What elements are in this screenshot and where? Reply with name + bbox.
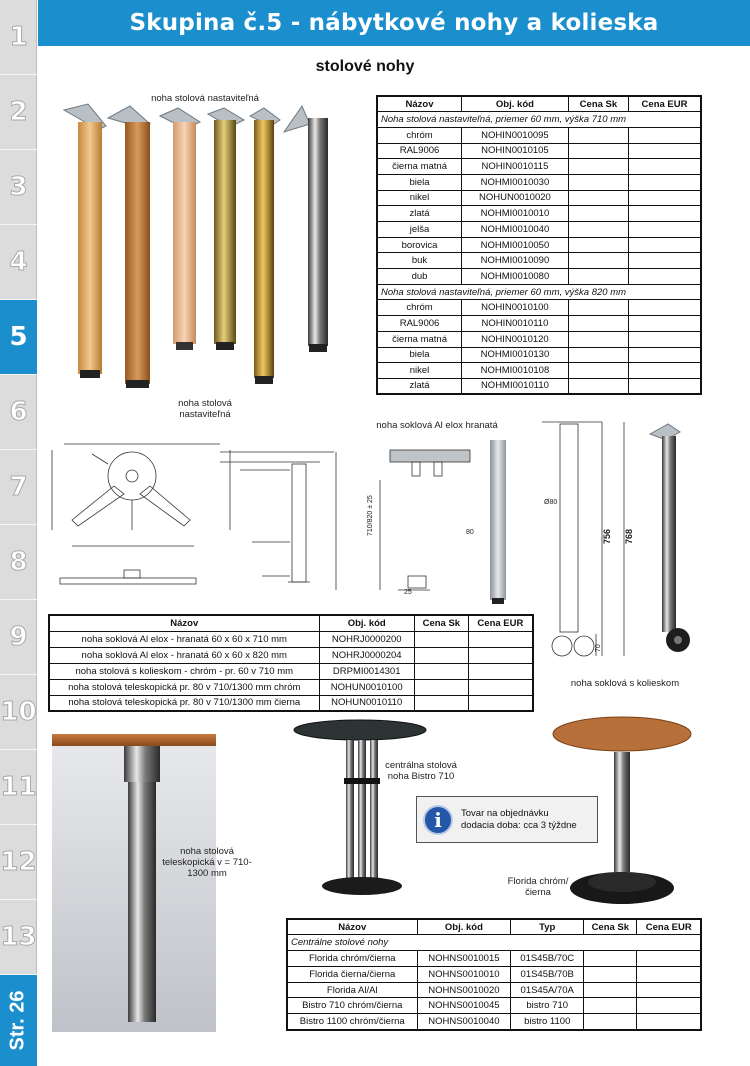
- florida-base-photo: [552, 716, 694, 912]
- chapter-tab-label: 6: [9, 397, 28, 427]
- chapter-tab-3[interactable]: [0, 150, 37, 225]
- section-title: Noha stolová nastaviteľná, priemer 60 mm, výška 710 mm: [377, 112, 701, 128]
- chapter-tab-label: 9: [9, 622, 28, 652]
- cell-price-sk: [568, 143, 628, 159]
- cell-price-eur: [629, 269, 701, 285]
- leg-5: [250, 108, 280, 384]
- cell-price-sk: [568, 253, 628, 269]
- chapter-tab-7[interactable]: [0, 450, 37, 525]
- cell-name: biela: [377, 347, 462, 363]
- cell-code: NOHUN0010110: [319, 695, 414, 711]
- chapter-tab-label: 5: [9, 322, 28, 352]
- cell-name: Bistro 710 chróm/čierna: [287, 998, 417, 1014]
- florida-table-top: [553, 717, 691, 751]
- col-header-name: Názov: [287, 919, 417, 935]
- cell-name: biela: [377, 174, 462, 190]
- dim-height: 710/820 ± 25: [367, 495, 374, 536]
- cell-price-sk: [568, 269, 628, 285]
- leg-4: [208, 108, 244, 350]
- cell-price-sk: [584, 951, 637, 967]
- table-row: [377, 237, 701, 253]
- table-row: [377, 206, 701, 222]
- col-header-price-sk: Cena Sk: [584, 919, 637, 935]
- col-header-code: Obj. kód: [462, 96, 569, 112]
- table-row: [287, 966, 701, 982]
- chapter-tab-label: 2: [9, 97, 28, 127]
- bistro-ring: [344, 778, 380, 784]
- table-row: [377, 300, 701, 316]
- cell-price-eur: [629, 347, 701, 363]
- cell-price-sk: [568, 190, 628, 206]
- chapter-tab-label: 4: [9, 247, 28, 277]
- chapter-tab-8[interactable]: [0, 525, 37, 600]
- cell-price-sk: [568, 222, 628, 238]
- dim-diameter: Ø80: [544, 499, 558, 506]
- cell-price-sk: [584, 998, 637, 1014]
- cell-price-eur: [637, 951, 701, 967]
- cell-type: bistro 1100: [511, 1014, 584, 1030]
- table-row: [49, 695, 533, 711]
- col-header-name: Názov: [377, 96, 462, 112]
- table-row: [377, 363, 701, 379]
- cell-price-sk: [414, 647, 468, 663]
- col-header-price-eur: Cena EUR: [637, 919, 701, 935]
- page-subtitle: stolové nohy: [315, 58, 415, 75]
- square-leg-photo: [490, 440, 506, 600]
- cell-price-eur: [637, 1014, 701, 1030]
- technical-drawing-square-leg: [350, 440, 530, 606]
- adjustable-legs-photo: [58, 100, 328, 390]
- caption-florida: Florida chróm/čierna: [507, 876, 569, 898]
- cell-code: NOHIN0010120: [462, 331, 569, 347]
- mounting-rail: [390, 450, 470, 462]
- page-number: Str. 26: [7, 990, 30, 1051]
- bistro-base: [322, 877, 402, 895]
- cell-code: NOHRJ0000200: [319, 631, 414, 647]
- castor-wheel-hub: [674, 636, 682, 644]
- chapter-tab-label: 10: [0, 697, 37, 727]
- plate-arm-top: [92, 454, 108, 464]
- col-header-price-sk: Cena Sk: [414, 615, 468, 631]
- table-section-row: [377, 284, 701, 300]
- table-row: [377, 174, 701, 190]
- chapter-tab-2[interactable]: [0, 75, 37, 150]
- cell-name: dub: [377, 269, 462, 285]
- cell-price-sk: [584, 966, 637, 982]
- dim-side: 80: [466, 529, 474, 536]
- bracket: [412, 462, 420, 476]
- caption-legs-top: noha stolová nastaviteľná: [151, 93, 259, 104]
- chapter-tab-label: 12: [0, 847, 37, 877]
- cell-price-eur: [629, 316, 701, 332]
- table-row: [377, 331, 701, 347]
- cell-price-sk: [414, 663, 468, 679]
- cell-price-sk: [568, 300, 628, 316]
- cell-type: 01S45B/70B: [511, 966, 584, 982]
- cell-price-sk: [414, 679, 468, 695]
- bistro-column-2: [358, 740, 366, 880]
- chapter-tab-strip: [0, 0, 37, 1066]
- leg-outer-tube: [124, 746, 160, 782]
- table-top: [52, 734, 216, 746]
- cell-type: bistro 710: [511, 998, 584, 1014]
- florida-base-ring: [588, 872, 656, 892]
- bistro-column-1: [346, 740, 354, 880]
- cell-price-sk: [568, 174, 628, 190]
- table-header-row: [377, 96, 701, 112]
- col-header-code: Obj. kód: [319, 615, 414, 631]
- section-header: [38, 0, 750, 46]
- cell-price-eur: [629, 331, 701, 347]
- table-central-bases: [286, 918, 702, 1031]
- cell-price-sk: [584, 982, 637, 998]
- cell-code: DRPMI0014301: [319, 663, 414, 679]
- cell-price-sk: [568, 206, 628, 222]
- table-row: [377, 253, 701, 269]
- col-header-name: Názov: [49, 615, 319, 631]
- cell-name: čierna matná: [377, 159, 462, 175]
- cell-name: Florida čierna/čierna: [287, 966, 417, 982]
- plate-hub: [126, 470, 138, 482]
- table-row: [377, 127, 701, 143]
- table-row: [49, 679, 533, 695]
- table-row: [49, 631, 533, 647]
- table-row: [377, 190, 701, 206]
- hub-side-view: [124, 570, 140, 578]
- cell-price-sk: [568, 316, 628, 332]
- cell-name: Florida Al/Al: [287, 982, 417, 998]
- table-row: [377, 222, 701, 238]
- table-special-legs: [48, 614, 534, 712]
- castor-wheel: [552, 636, 572, 656]
- cell-price-sk: [568, 159, 628, 175]
- cell-code: NOHIN0010100: [462, 300, 569, 316]
- foot: [408, 576, 426, 588]
- chapter-tab-10[interactable]: [0, 675, 37, 750]
- leg-6: [284, 106, 328, 352]
- cell-price-eur: [629, 127, 701, 143]
- technical-drawing-adjustable-leg: [44, 430, 344, 600]
- table-row: [49, 663, 533, 679]
- cell-code: NOHIN0010115: [462, 159, 569, 175]
- cell-price-eur: [629, 143, 701, 159]
- chapter-tab-1[interactable]: [0, 0, 37, 75]
- caption-castor: noha soklová s kolieskom: [570, 678, 680, 689]
- table-section-row: [287, 935, 701, 951]
- cell-price-eur: [629, 206, 701, 222]
- caption-drawing-mid: noha soklová Al elox hranatá: [376, 420, 498, 431]
- cell-code: NOHNS0010015: [417, 951, 511, 967]
- cell-code: NOHUN0010020: [462, 190, 569, 206]
- cell-price-sk: [584, 1014, 637, 1030]
- table-row: [377, 316, 701, 332]
- telescopic-leg-photo: [52, 734, 216, 1032]
- plate-side-view: [60, 578, 196, 584]
- col-header-price-sk: Cena Sk: [568, 96, 628, 112]
- cell-code: NOHIN0010110: [462, 316, 569, 332]
- cell-code: NOHMI0010090: [462, 253, 569, 269]
- col-header-price-eur: Cena EUR: [468, 615, 533, 631]
- cell-price-eur: [629, 378, 701, 394]
- leg-inner-tube: [128, 782, 156, 1022]
- chapter-tab-label: 11: [0, 772, 37, 802]
- cell-code: NOHIN0010105: [462, 143, 569, 159]
- table-row: [287, 1014, 701, 1030]
- chapter-tab-label: 7: [9, 472, 28, 502]
- section-title: Centrálne stolové nohy: [287, 935, 701, 951]
- cell-name: RAL9006: [377, 143, 462, 159]
- chapter-tab-11[interactable]: [0, 750, 37, 825]
- cell-name: noha stolová teleskopická pr. 80 v 710/1300 mm čierna: [49, 695, 319, 711]
- chapter-tab-6[interactable]: [0, 375, 37, 450]
- cell-price-eur: [637, 998, 701, 1014]
- col-header-type: Typ: [511, 919, 584, 935]
- table-row: [287, 998, 701, 1014]
- cell-type: 01S45B/70C: [511, 951, 584, 967]
- cell-code: NOHNS0010010: [417, 966, 511, 982]
- leg-2: [108, 106, 150, 388]
- chapter-tab-5[interactable]: [0, 300, 37, 375]
- table-section-row: [377, 112, 701, 128]
- cell-name: chróm: [377, 127, 462, 143]
- cell-price-eur: [637, 982, 701, 998]
- cell-name: buk: [377, 253, 462, 269]
- chapter-tab-12[interactable]: [0, 825, 37, 900]
- cell-price-eur: [629, 237, 701, 253]
- plate-arm-left: [72, 486, 124, 526]
- bracket: [434, 462, 442, 476]
- dim-756: 756: [602, 528, 612, 544]
- table-row: [377, 269, 701, 285]
- chapter-tab-label: 1: [9, 22, 28, 52]
- cell-name: zlatá: [377, 378, 462, 394]
- cell-code: NOHMI0010040: [462, 222, 569, 238]
- chapter-tab-label: 3: [9, 172, 28, 202]
- cell-code: NOHNS0010040: [417, 1014, 511, 1030]
- table-row: [49, 647, 533, 663]
- cell-price-eur: [468, 679, 533, 695]
- dim-70: 70: [595, 644, 602, 652]
- cell-price-sk: [568, 331, 628, 347]
- col-header-code: Obj. kód: [417, 919, 511, 935]
- cell-price-sk: [568, 347, 628, 363]
- cell-code: NOHMI0010080: [462, 269, 569, 285]
- cell-price-eur: [637, 966, 701, 982]
- cell-name: RAL9006: [377, 316, 462, 332]
- cell-name: noha stolová teleskopická pr. 80 v 710/1300 mm chróm: [49, 679, 319, 695]
- cell-code: NOHIN0010095: [462, 127, 569, 143]
- cell-code: NOHMI0010130: [462, 347, 569, 363]
- col-header-price-eur: Cena EUR: [629, 96, 701, 112]
- cell-name: borovica: [377, 237, 462, 253]
- section-title: Noha stolová nastaviteľná, priemer 60 mm, výška 820 mm: [377, 284, 701, 300]
- cell-code: NOHRJ0000204: [319, 647, 414, 663]
- table-row: [377, 378, 701, 394]
- cell-price-eur: [629, 363, 701, 379]
- cell-price-eur: [629, 190, 701, 206]
- leg-profile: [292, 464, 306, 582]
- caption-bistro: centrálna stolová noha Bistro 710: [385, 760, 457, 782]
- plate-arm-right: [140, 486, 190, 526]
- cell-name: jelša: [377, 222, 462, 238]
- page-number-tab: [0, 975, 37, 1066]
- chapter-tab-label: 13: [0, 922, 37, 952]
- cell-price-eur: [629, 300, 701, 316]
- bistro-table-top: [294, 720, 426, 740]
- cell-price-sk: [414, 631, 468, 647]
- cell-name: noha stolová s kolieskom - chróm - pr. 60 v 710 mm: [49, 663, 319, 679]
- cell-price-eur: [468, 647, 533, 663]
- cell-price-eur: [629, 174, 701, 190]
- cell-price-eur: [629, 222, 701, 238]
- table-adjustable-legs: [376, 95, 702, 395]
- info-icon: i: [423, 805, 453, 835]
- cell-price-sk: [568, 363, 628, 379]
- florida-column: [614, 752, 630, 872]
- cell-code: NOHMI0010110: [462, 378, 569, 394]
- chapter-tab-9[interactable]: [0, 600, 37, 675]
- castor-leg-drawing: [538, 418, 708, 663]
- table-row: [377, 159, 701, 175]
- page-title: Skupina č.5 - nábytkové nohy a kolieska: [129, 10, 659, 36]
- caption-telescopic: noha stolová teleskopická v = 710-1300 mm: [162, 846, 252, 879]
- table-header-row: [49, 615, 533, 631]
- cell-name: chróm: [377, 300, 462, 316]
- caption-drawing-left: noha stolová nastaviteľná: [178, 398, 232, 420]
- cell-name: noha soklová Al elox - hranatá 60 x 60 x 820 mm: [49, 647, 319, 663]
- cell-code: NOHUN0010100: [319, 679, 414, 695]
- cell-price-eur: [468, 631, 533, 647]
- cell-name: čierna matná: [377, 331, 462, 347]
- dim-foot: 25: [404, 589, 412, 596]
- cell-name: Bistro 1100 chróm/čierna: [287, 1014, 417, 1030]
- cell-price-eur: [468, 695, 533, 711]
- cell-name: Florida chróm/čierna: [287, 951, 417, 967]
- cell-price-sk: [568, 237, 628, 253]
- chapter-tab-13[interactable]: [0, 900, 37, 975]
- table-row: [287, 951, 701, 967]
- cell-code: NOHNS0010045: [417, 998, 511, 1014]
- chapter-tab-4[interactable]: [0, 225, 37, 300]
- cell-name: noha soklová Al elox - hranatá 60 x 60 x 710 mm: [49, 631, 319, 647]
- cell-type: 01S45A/70A: [511, 982, 584, 998]
- cell-price-eur: [468, 663, 533, 679]
- notice-line-2: dodacia doba: cca 3 týždne: [461, 819, 577, 831]
- mounting-plate: [108, 452, 156, 500]
- cell-code: NOHMI0010050: [462, 237, 569, 253]
- table-row: [287, 982, 701, 998]
- cell-code: NOHNS0010020: [417, 982, 511, 998]
- cell-code: NOHMI0010030: [462, 174, 569, 190]
- cell-name: nikel: [377, 363, 462, 379]
- cell-price-eur: [629, 253, 701, 269]
- cell-price-sk: [568, 378, 628, 394]
- cell-price-sk: [414, 695, 468, 711]
- castor-wheel: [574, 636, 594, 656]
- leg-profile: [560, 424, 578, 632]
- cell-code: NOHMI0010108: [462, 363, 569, 379]
- chapter-tab-label: 8: [9, 547, 28, 577]
- cell-name: nikel: [377, 190, 462, 206]
- cell-code: NOHMI0010010: [462, 206, 569, 222]
- notice-line-1: Tovar na objednávku: [461, 807, 549, 819]
- dim-768: 768: [624, 528, 634, 544]
- table-row: [377, 143, 701, 159]
- leg-1: [64, 104, 106, 378]
- table-row: [377, 347, 701, 363]
- leg-3: [160, 108, 200, 350]
- cell-price-eur: [629, 159, 701, 175]
- castor-leg-photo: [662, 436, 676, 632]
- cell-price-sk: [568, 127, 628, 143]
- square-leg-foot: [492, 598, 504, 604]
- bistro-base-photo: [292, 718, 432, 900]
- cell-name: zlatá: [377, 206, 462, 222]
- table-header-row: [287, 919, 701, 935]
